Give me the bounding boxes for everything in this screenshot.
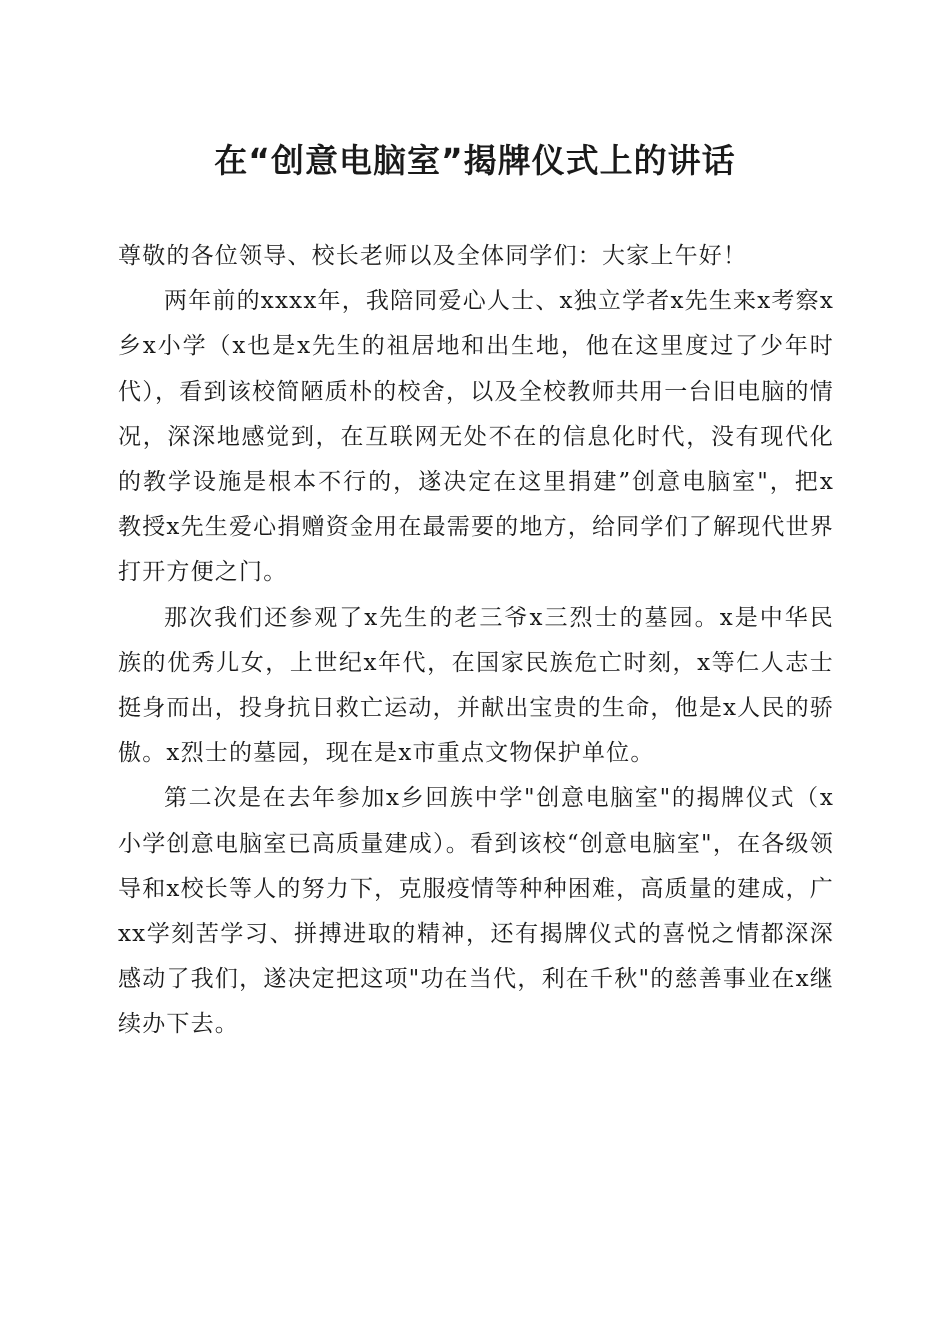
body-paragraph: 那次我们还参观了x先生的老三爷x三烈士的墓园。x是中华民族的优秀儿女，上世纪x年代，在国家民族危亡时刻，x等仁人志士挺身而出，投身抗日救亡运动，并献出宝贵的生命，他是x人民的骄傲。x烈士的墓园，现在是x市重点文物保护单位。 [118, 604, 834, 767]
body-paragraph: 第二次是在去年参加x乡回族中学"创意电脑室"的揭牌仪式（x小学创意电脑室已高质量建成）。看到该校“创意电脑室"，在各级领导和x校长等人的努力下，克服疫情等种种困难，高质量的建成，广xx学刻苦学习、拼搏进取的精神，还有揭牌仪式的喜悦之情都深深感动了我们，遂决定把这项"功在当代，利在千秋"的慈善事业在x继续办下去。 [118, 785, 834, 1038]
document-body [118, 234, 834, 1048]
document-title: 在“创意电脑室”揭牌仪式上的讲话 [214, 141, 736, 180]
salutation-paragraph: 尊敬的各位领导、校长老师以及全体同学们：大家上午好！ [118, 243, 748, 269]
body-paragraph: 两年前的xxxx年，我陪同爱心人士、x独立学者x先生来x考察x乡x小学（x也是x先生的祖居地和出生地，他在这里度过了少年时代），看到该校简陋质朴的校舍，以及全校教师共用一台旧电脑的情况，深深地感觉到，在互联网无处不在的信息化时代，没有现代化的教学设施是根本不行的，遂决定在这里捐建”创意电脑室"，把x教授x先生爱心捐赠资金用在最需要的地方，给同学们了解现代世界打开方便之门。 [118, 288, 834, 586]
